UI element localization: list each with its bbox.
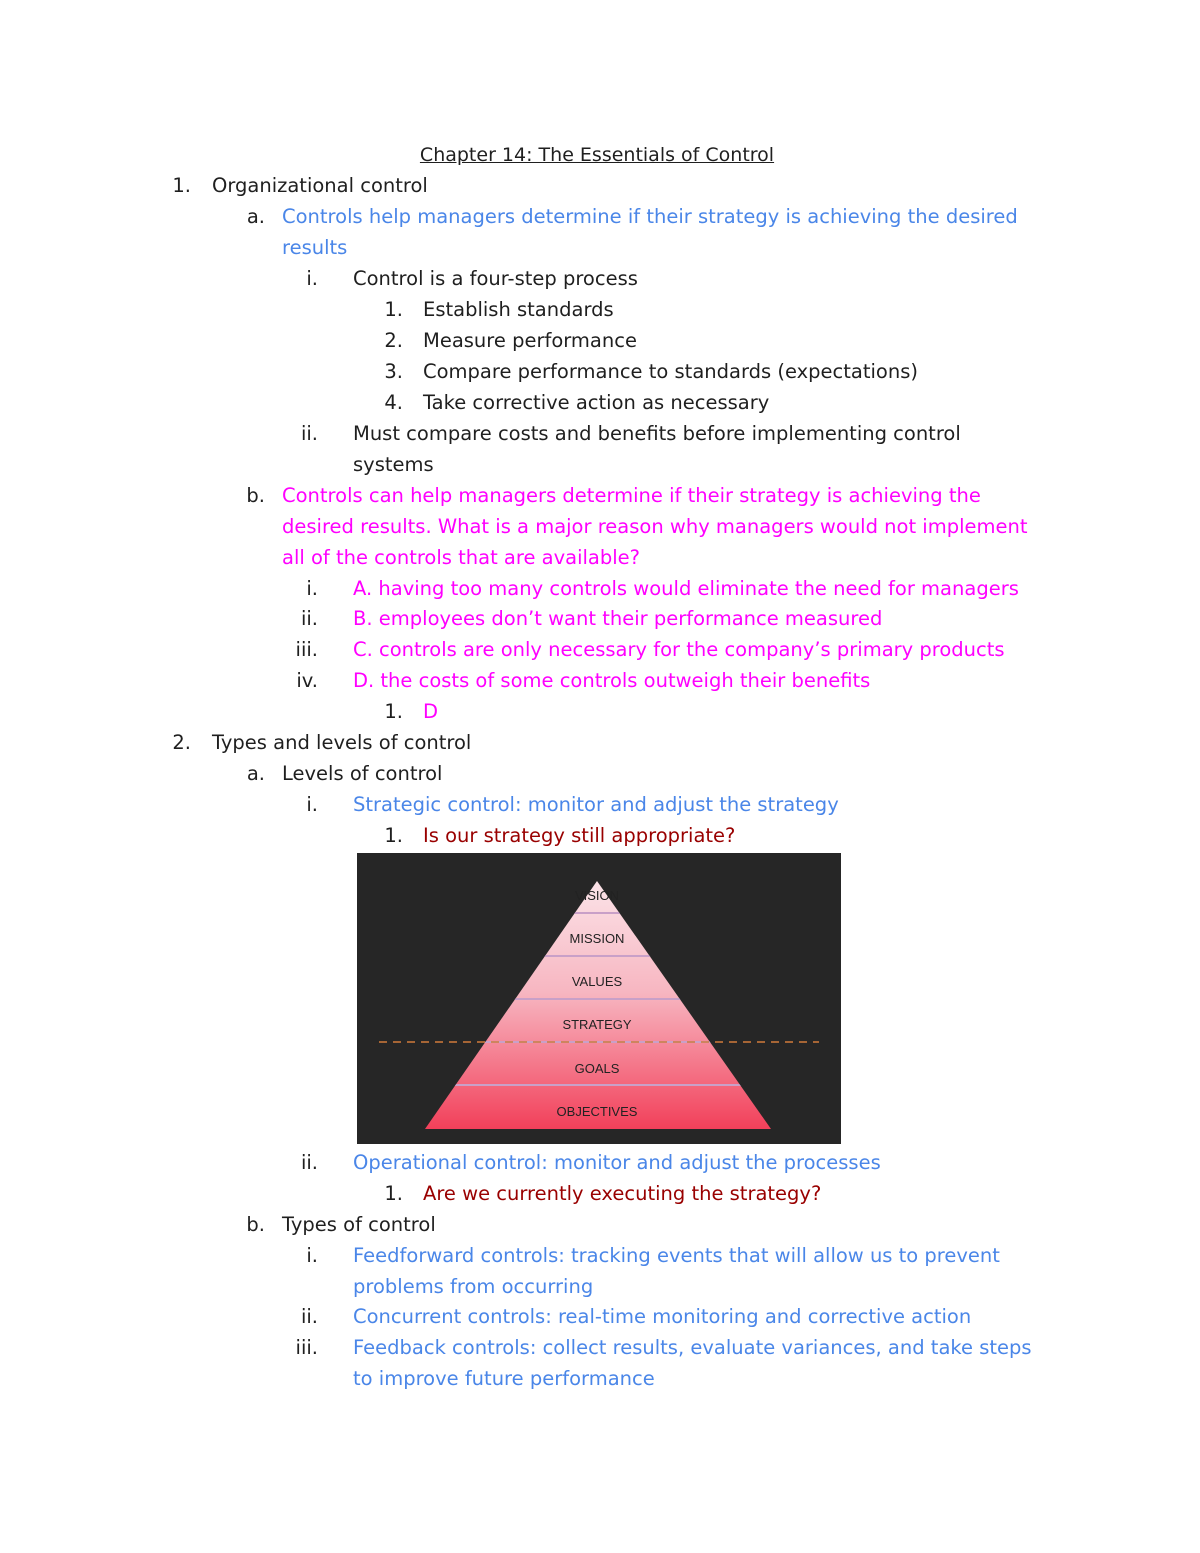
note-text: Feedforward controls: tracking events that will allow us to prevent	[353, 1244, 1000, 1267]
list-marker: ii.	[300, 1305, 318, 1328]
answer-option: B. employees don’t want their performance measured	[353, 607, 883, 630]
pyramid-level-goals: GOALS	[574, 1061, 620, 1076]
note-text: problems from occurring	[353, 1275, 594, 1298]
page-title: Chapter 14: The Essentials of Control	[419, 144, 775, 166]
note-text: Control is a four-step process	[353, 267, 638, 290]
list-marker: a.	[246, 762, 265, 785]
list-marker: ii.	[300, 1151, 318, 1174]
note-text: to improve future performance	[353, 1367, 655, 1390]
subsection-heading: Levels of control	[282, 762, 443, 785]
answer-option: A. having too many controls would eliminate the need for managers	[353, 577, 1019, 600]
list-marker: b.	[246, 1213, 265, 1236]
list-marker: ii.	[300, 607, 318, 630]
question-text: desired results. What is a major reason why managers would not implement	[282, 515, 1028, 538]
list-marker: a.	[246, 205, 265, 228]
list-marker: i.	[306, 793, 318, 816]
answer-option: C. controls are only necessary for the company’s primary products	[353, 638, 1005, 661]
strategy-pyramid-image	[357, 853, 841, 1144]
answer-option: D. the costs of some controls outweigh their benefits	[353, 669, 871, 692]
note-text: results	[282, 236, 348, 259]
answer-text: D	[423, 700, 439, 723]
pyramid-level-mission: MISSION	[569, 931, 625, 946]
section-heading: Types and levels of control	[212, 731, 472, 754]
list-marker: 4.	[384, 391, 403, 414]
list-marker: iii.	[295, 1336, 318, 1359]
question-text: Is our strategy still appropriate?	[423, 824, 736, 847]
pyramid-shape	[425, 881, 771, 1129]
pyramid-level-vision: VISION	[574, 888, 620, 903]
note-text: Controls help managers determine if their strategy is achieving the desired	[282, 205, 1018, 228]
list-marker: 1.	[384, 700, 403, 723]
list-marker: 2.	[384, 329, 403, 352]
pyramid-level-strategy: STRATEGY	[562, 1017, 632, 1032]
question-text: Are we currently executing the strategy?	[423, 1182, 822, 1205]
question-text: all of the controls that are available?	[282, 546, 641, 569]
list-marker: iv.	[296, 669, 318, 692]
list-marker: 3.	[384, 360, 403, 383]
section-heading: Organizational control	[212, 174, 428, 197]
list-marker: i.	[306, 577, 318, 600]
note-text: systems	[353, 453, 434, 476]
pyramid-level-values: VALUES	[571, 974, 623, 989]
pyramid-level-objectives: OBJECTIVES	[556, 1104, 638, 1119]
pyramid-graphic	[357, 853, 841, 1144]
list-item: Take corrective action as necessary	[423, 391, 770, 414]
note-text: Must compare costs and benefits before implementing control	[353, 422, 961, 445]
list-marker: 1.	[384, 824, 403, 847]
list-marker: 1.	[172, 174, 191, 197]
list-marker: 1.	[384, 298, 403, 321]
list-marker: 1.	[384, 1182, 403, 1205]
note-text: Concurrent controls: real-time monitoring and corrective action	[353, 1305, 972, 1328]
note-text: Feedback controls: collect results, evaluate variances, and take steps	[353, 1336, 1032, 1359]
list-marker: iii.	[295, 638, 318, 661]
subsection-heading: Types of control	[282, 1213, 436, 1236]
note-text: Operational control: monitor and adjust the processes	[353, 1151, 881, 1174]
list-marker: i.	[306, 1244, 318, 1267]
list-item: Establish standards	[423, 298, 614, 321]
list-marker: i.	[306, 267, 318, 290]
list-marker: b.	[246, 484, 265, 507]
list-marker: 2.	[172, 731, 191, 754]
note-text: Strategic control: monitor and adjust the strategy	[353, 793, 839, 816]
list-item: Measure performance	[423, 329, 637, 352]
question-text: Controls can help managers determine if their strategy is achieving the	[282, 484, 981, 507]
list-item: Compare performance to standards (expectations)	[423, 360, 918, 383]
list-marker: ii.	[300, 422, 318, 445]
